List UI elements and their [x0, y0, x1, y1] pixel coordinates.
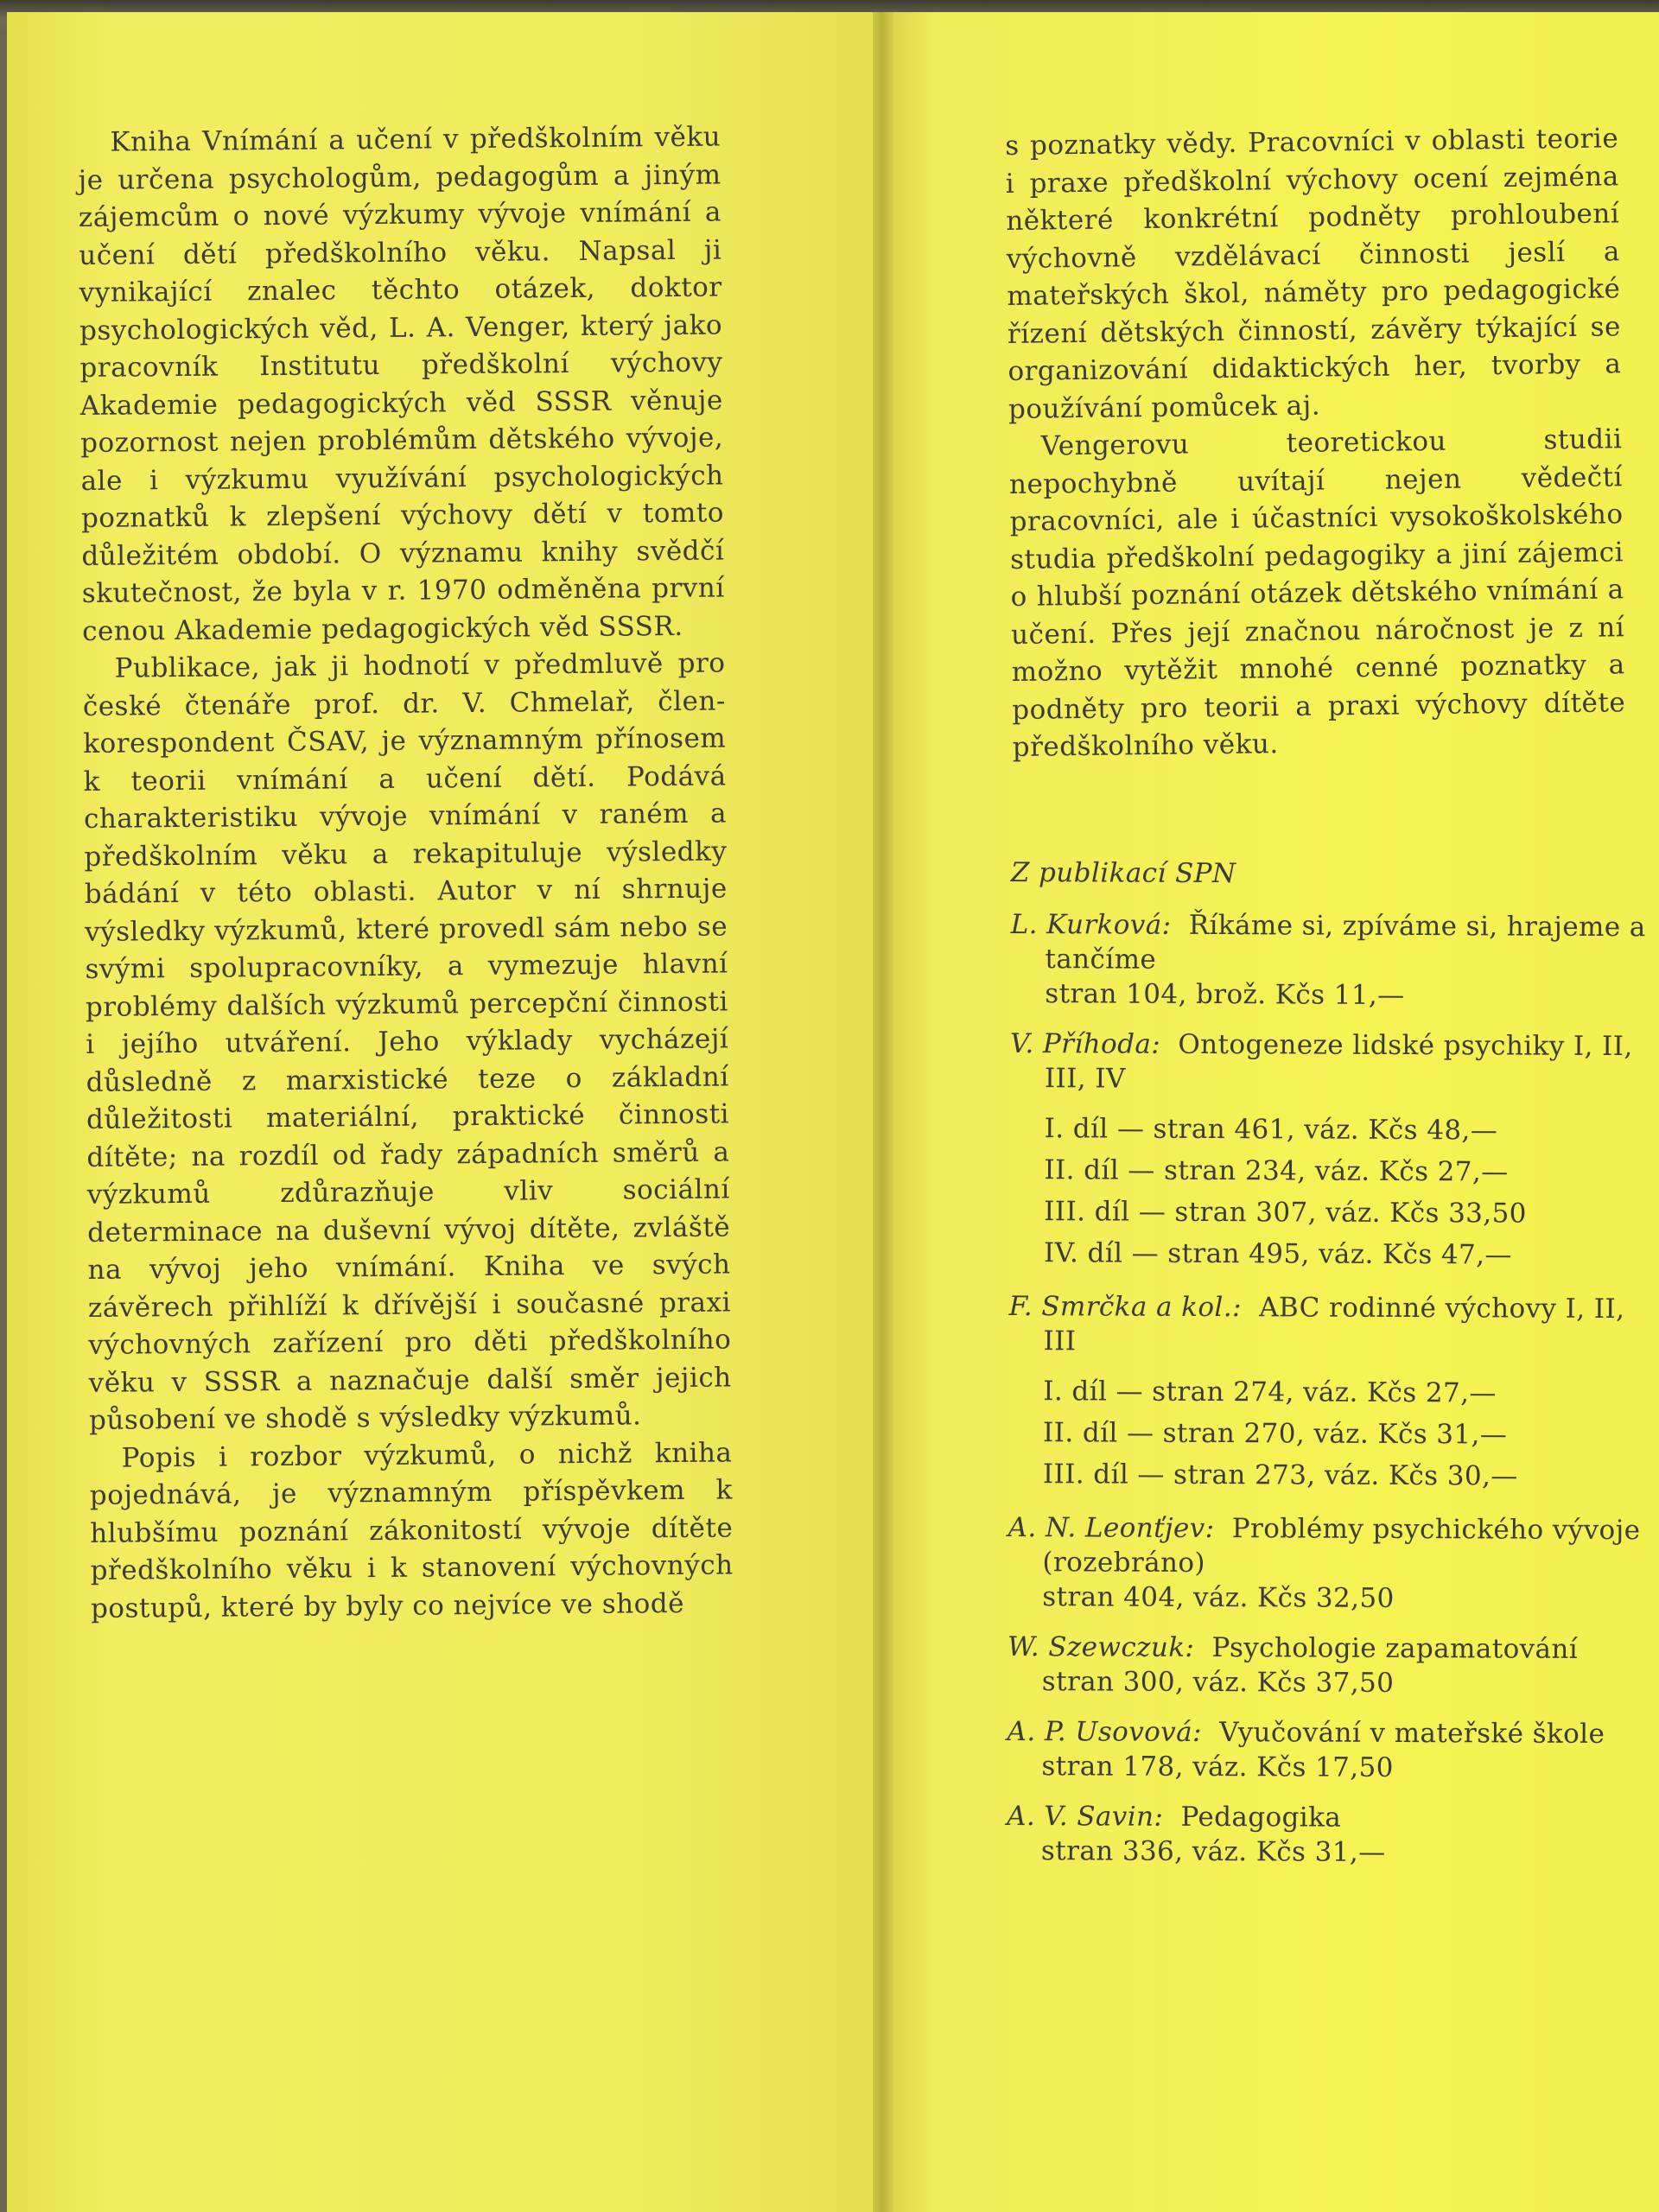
volume-line: IV. díl — stran 495, váz. Kčs 47,—: [1043, 1237, 1512, 1271]
entry-detail: stran 300, váz. Kčs 37,50: [1041, 1666, 1395, 1699]
entry-author: W. Szewczuk:: [1007, 1630, 1195, 1663]
volume-list: [1043, 1370, 1649, 1497]
volume-line: I. díl — stran 461, váz. Kčs 48,—: [1044, 1113, 1498, 1147]
entry-author: V. Příhoda:: [1009, 1027, 1161, 1060]
entry-detail: stran 336, váz. Kčs 31,—: [1040, 1835, 1386, 1868]
volume-line: II. díl — stran 270, váz. Kčs 31,—: [1043, 1417, 1508, 1451]
left-paragraph-1: Kniha Vnímání a učení v předškolním věku je určena psychologům, pedagogům a jiným zájemcům o nové výzkumy vývoje vnímání a učení dětí předškolního věku. Napsal ji vynikající znalec těchto otázek, doktor psychologických věd, L. A. Venger, který jako pracovník Institutu předškolní výchovy Akademie pedagogických věd SSSR věnuje pozornost nejen problémům dětského vývoje, ale i výzkumu využívání psychologických poznatků k zlepšení výchovy dětí v tomto důležitém období. O významu knihy svědčí skutečnost, že byla v r. 1970 odměněna první cenou Akademie pedagogických věd SSSR.: [78, 121, 725, 647]
entry-title: Problémy psychického vývoje (rozebráno): [1042, 1513, 1641, 1579]
volume-line: II. díl — stran 234, váz. Kčs 27,—: [1044, 1154, 1509, 1188]
entry-title: Pedagogika: [1180, 1801, 1342, 1834]
entry-author: A. V. Savin:: [1007, 1800, 1164, 1833]
catalog-entry: [1007, 1799, 1646, 1871]
volume-line: III. díl — stran 307, váz. Kčs 33,50: [1044, 1196, 1527, 1230]
volume-list: [1044, 1108, 1649, 1276]
entry-author: A. N. Leonťjev:: [1007, 1511, 1215, 1545]
entry-title: Vyučování v mateřské škole: [1219, 1717, 1605, 1751]
entry-title: Psychologie zapamatování: [1211, 1632, 1579, 1665]
entry-detail: stran 104, brož. Kčs 11,—: [1045, 978, 1405, 1011]
entry-title: Ontogeneze lidské psychiky I, II, III, IV: [1044, 1028, 1633, 1095]
publication-catalog: [1007, 855, 1650, 1886]
catalog-entry: [1010, 907, 1650, 1014]
catalog-entry: [1009, 1027, 1649, 1276]
book-gutter: [873, 12, 893, 2212]
entry-author: A. P. Usovová:: [1007, 1715, 1202, 1748]
catalog-entry: [1007, 1714, 1646, 1786]
entry-author: L. Kurková:: [1010, 908, 1172, 941]
right-paragraph-1: s poznatky vědy. Pracovníci v oblasti teorie i praxe předškolní výchovy ocení zejména některé konkrétní podněty prohloubení výchovně vzdělávací činnosti jeslí a mateřských škol, náměty pro pedagogické řízení dětských činností, závěry týkající se organizování didaktických her, tvorby a používání pomůcek aj.: [1005, 123, 1622, 425]
catalog-entry: [1007, 1630, 1647, 1701]
volume-line: I. díl — stran 274, váz. Kčs 27,—: [1043, 1376, 1497, 1409]
left-page-text: [78, 119, 734, 1628]
entry-detail: stran 178, váz. Kčs 17,50: [1041, 1751, 1394, 1783]
catalog-entry: [1007, 1510, 1648, 1617]
right-page-text: [1005, 120, 1626, 766]
entry-author: F. Smrčka a kol.:: [1008, 1290, 1242, 1324]
catalog-entry: [1008, 1289, 1649, 1497]
right-paragraph-2: Vengerovu teoretickou studii nepochybně uvítají nejen vědečtí pracovníci, ale i účastníci vysokoškolského studia předškolní pedagogiky a jiní zájemci o hlubší poznání otázek dětského vnímání a učení. Přes její značnou náročnost je z ní možno vytěžit mnohé cenné poznatky a podněty pro teorii a praxi výchovy dítěte předškolního věku.: [1008, 423, 1626, 763]
left-paragraph-3: Popis i rozbor výzkumů, o nichž kniha pojednává, je významným příspěvkem k hlubšímu poznání zákonitostí vývoje dítěte předškolního věku i k stanovení výchovných postupů, které by byly co nejvíce ve shodě: [89, 1436, 734, 1624]
entry-title: Říkáme si, zpíváme si, hrajeme a tančíme: [1045, 909, 1646, 976]
entry-detail: stran 404, váz. Kčs 32,50: [1042, 1581, 1395, 1614]
volume-line: III. díl — stran 273, váz. Kčs 30,—: [1042, 1459, 1518, 1492]
left-paragraph-2: Publikace, jak ji hodnotí v předmluvě pro české čtenáře prof. dr. V. Chmelař, člen-korespondent ČSAV, je významným přínosem k teorii vnímání a učení dětí. Podává charakteristiku vývoje vnímání v raném a předškolním věku a rekapituluje výsledky bádání v této oblasti. Autor v ní shrnuje výsledky výzkumů, které provedl sám nebo se svými spolupracovníky, a vymezuje hlavní problémy dalších výzkumů percepční činnosti i jejího utváření. Jeho výklady vycházejí důsledně z marxistické teze o základní důležitosti materiální, praktické činnosti dítěte; na rozdíl od řady západních směrů a výzkumů zdůrazňuje vliv sociální determinace na duševní vývoj dítěte, zvláště na vývoj jeho vnímání. Kniha ve svých závěrech přihlíží k dřívější i současné praxi výchovných zařízení pro děti předškolního věku v SSSR a naznačuje další směr jejich působení ve shodě s výsledky výzkumů.: [82, 647, 732, 1436]
entry-title: ABC rodinné výchovy I, II, III: [1043, 1292, 1625, 1357]
catalog-heading: Z publikací SPN: [1010, 857, 1236, 890]
